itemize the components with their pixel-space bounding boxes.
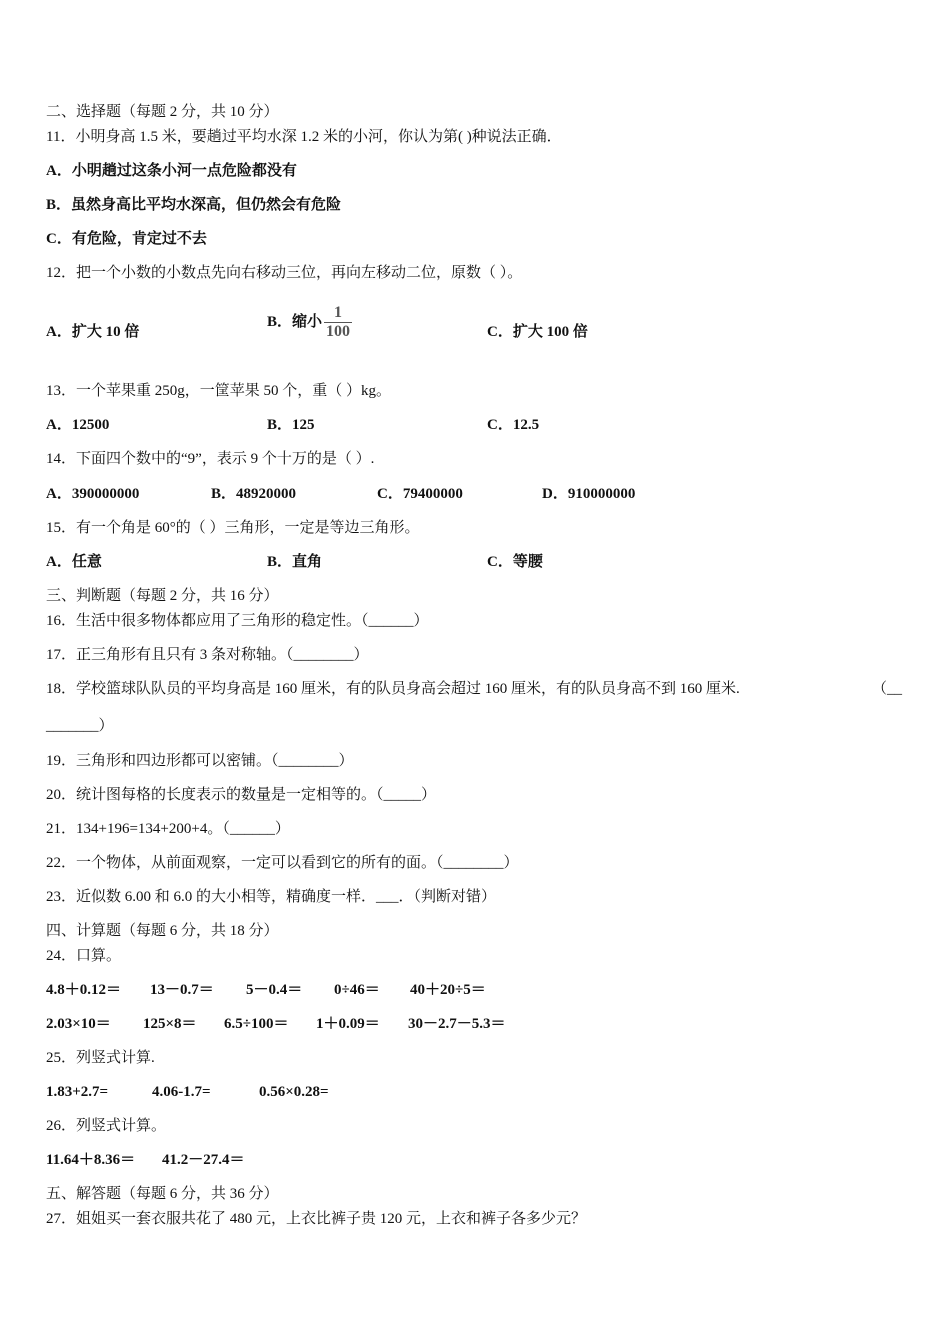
- question-18: 18．学校篮球队队员的平均身高是 160 厘米，有的队员身高会超过 160 厘米，有的队员身高不到 160 厘米.: [46, 681, 740, 697]
- question-19: 19．三角形和四边形都可以密铺。（________）: [46, 753, 354, 769]
- calc-item: 4.8＋0.12＝: [46, 982, 122, 998]
- question-16: 16．生活中很多物体都应用了三角形的稳定性。（______）: [46, 613, 429, 629]
- question-11-option-c: C．有危险，肯定过不去: [46, 231, 207, 247]
- question-26: 26．列竖式计算。: [46, 1118, 167, 1134]
- fraction-numerator: 1: [334, 304, 343, 322]
- calc-item: 13－0.7＝: [150, 982, 214, 998]
- question-12-option-b-prefix: B．缩小: [267, 314, 323, 330]
- fraction-denominator: 100: [326, 323, 351, 341]
- question-21: 21．134+196=134+200+4。（______）: [46, 821, 290, 837]
- calc-item: 0÷46＝: [334, 982, 380, 998]
- question-13-option-a: A．12500: [46, 417, 110, 433]
- calc-item: 1.83+2.7=: [46, 1084, 109, 1100]
- question-12-option-b: [267, 300, 352, 344]
- calc-item: 2.03×10＝: [46, 1016, 111, 1032]
- question-11-option-a: A．小明趟过这条小河一点危险都没有: [46, 163, 297, 179]
- question-18-blank-end: _______）: [46, 718, 114, 734]
- calc-item: 41.2－27.4＝: [162, 1152, 245, 1168]
- question-11-option-b: B．虽然身高比平均水深高，但仍然会有危险: [46, 197, 342, 213]
- question-22: 22．一个物体，从前面观察，一定可以看到它的所有的面。（________）: [46, 855, 519, 871]
- question-14-option-a: A．390000000: [46, 486, 140, 502]
- section-calc-title: 四、计算题（每题 6 分，共 18 分）: [46, 923, 279, 939]
- question-24: 24．口算。: [46, 948, 122, 964]
- question-12-option-c: C．扩大 100 倍: [487, 324, 588, 340]
- question-15-option-b: B．直角: [267, 554, 323, 570]
- calc-item: 11.64＋8.36＝: [46, 1152, 136, 1168]
- question-18-blank-start: （__: [872, 681, 903, 697]
- question-13-option-c: C．12.5: [487, 417, 540, 433]
- calc-item: 125×8＝: [143, 1016, 197, 1032]
- question-15-option-c: C．等腰: [487, 554, 543, 570]
- calc-item: 4.06-1.7=: [152, 1084, 211, 1100]
- question-12-option-a: A．扩大 10 倍: [46, 324, 140, 340]
- section-solve-title: 五、解答题（每题 6 分，共 36 分）: [46, 1186, 279, 1202]
- question-27: 27．姐姐买一套衣服共花了 480 元，上衣比裤子贵 120 元，上衣和裤子各多少元？: [46, 1211, 587, 1227]
- question-15-stem: 15．有一个角是 60°的（ ）三角形，一定是等边三角形。: [46, 520, 420, 536]
- question-25: 25．列竖式计算.: [46, 1050, 155, 1066]
- calc-item: 5－0.4＝: [246, 982, 303, 998]
- question-14-stem: 14．下面四个数中的“9”，表示 9 个十万的是（ ）.: [46, 451, 375, 467]
- question-15-option-a: A．任意: [46, 554, 102, 570]
- calc-item: 1＋0.09＝: [316, 1016, 380, 1032]
- question-14-option-d: D．910000000: [542, 486, 636, 502]
- question-11-stem: 11．小明身高 1.5 米，要趟过平均水深 1.2 米的小河，你认为第( )种说法正确．: [46, 129, 562, 145]
- question-14-option-b: B．48920000: [211, 486, 297, 502]
- question-17: 17．正三角形有且只有 3 条对称轴。（________）: [46, 647, 369, 663]
- question-23: 23．近似数 6.00 和 6.0 的大小相等，精确度一样．___．（判断对错）: [46, 889, 497, 905]
- question-13-option-b: B．125: [267, 417, 315, 433]
- calc-item: 40＋20÷5＝: [410, 982, 486, 998]
- question-12-stem: 12．把一个小数的小数点先向右移动三位，再向左移动二位，原数（ ）。: [46, 265, 523, 281]
- question-14-option-c: C．79400000: [377, 486, 463, 502]
- section-choice-title: 二、选择题（每题 2 分，共 10 分）: [46, 104, 279, 120]
- question-13-stem: 13．一个苹果重 250g，一筐苹果 50 个，重（ ）kg。: [46, 383, 392, 399]
- question-20: 20．统计图每格的长度表示的数量是一定相等的。（_____）: [46, 787, 437, 803]
- fraction-one-hundredth: [324, 304, 352, 341]
- calc-item: 6.5÷100＝: [224, 1016, 289, 1032]
- calc-item: 0.56×0.28=: [259, 1084, 329, 1100]
- calc-item: 30－2.7－5.3＝: [408, 1016, 506, 1032]
- section-judge-title: 三、判断题（每题 2 分，共 16 分）: [46, 588, 279, 604]
